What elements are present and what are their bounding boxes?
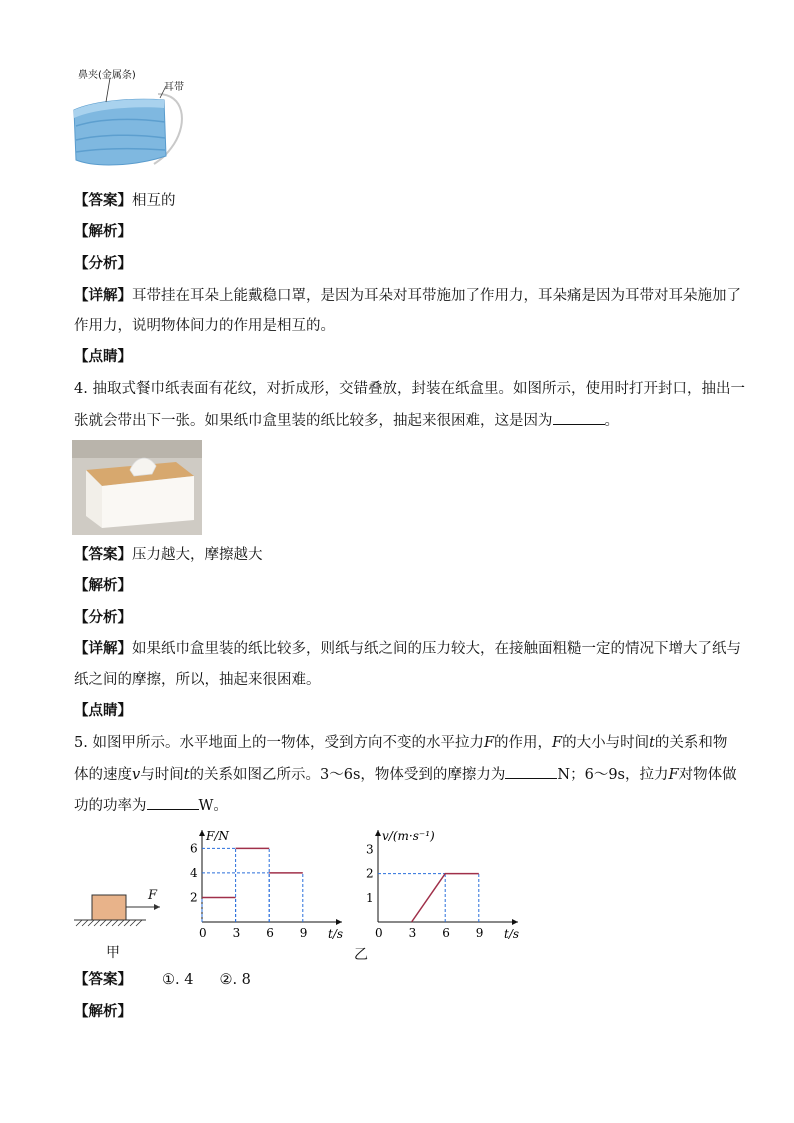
q4-stem-line2 — [74, 410, 619, 431]
y-tick-label: 3 — [366, 842, 374, 857]
q3-analysis-tag: 【解析】 — [74, 224, 132, 240]
q5-analysis-tag: 【解析】 — [74, 1004, 132, 1020]
q5-stem-line1 — [74, 733, 727, 753]
tissue-box-photo — [72, 440, 202, 535]
x-tick-label: 9 — [475, 926, 484, 940]
q4-stem-end: 。 — [604, 413, 619, 429]
q5-stem-line2 — [74, 764, 737, 785]
q3-fenxi-tag: 【分析】 — [74, 256, 132, 272]
q5-power-blank[interactable] — [147, 795, 199, 810]
q4-detail-line2: 纸之间的摩擦，所以，抽起来很困难。 — [74, 672, 321, 688]
q5-stem-text: 的关系如图乙所示。3～6s，物体受到的摩擦力为 — [189, 767, 506, 783]
var-F: F — [552, 735, 563, 751]
x-axis-label: t/s — [504, 927, 520, 941]
q3-answer-line — [74, 191, 176, 211]
y-axis-arrow — [375, 830, 381, 836]
y-tick-label: 6 — [190, 841, 198, 856]
y-tick-label: 2 — [190, 890, 198, 905]
answer-text: 相互的 — [132, 193, 176, 209]
q5-answer-line — [74, 970, 251, 990]
detail-text: 如果纸巾盒里装的纸比较多，则纸与纸之间的压力较大，在接触面粗糙一定的情况下增大了纸与 — [132, 641, 741, 657]
x-axis-arrow — [336, 919, 342, 925]
x-tick-label: 0 — [199, 926, 207, 940]
detail-tag: 【详解】 — [74, 641, 132, 657]
y-axis-label: v/(m·s⁻¹) — [382, 829, 435, 843]
answer-1: ①. 4 — [162, 972, 194, 988]
force-arrow-label: F — [148, 888, 158, 903]
q5-stem-text: N；6～9s，拉力 — [557, 767, 669, 783]
q4-answer-blank[interactable] — [553, 410, 605, 425]
answer-tag: 【答案】 — [74, 193, 132, 209]
q5-friction-blank[interactable] — [505, 764, 557, 779]
x-tick-label: 3 — [408, 926, 417, 940]
figure-jia — [72, 880, 172, 960]
q4-analysis-tag: 【解析】 — [74, 578, 132, 594]
detail-tag: 【详解】 — [74, 288, 132, 304]
q3-detail-line2: 作用力，说明物体间力的作用是相互的。 — [74, 318, 335, 334]
var-F: F — [668, 767, 679, 783]
x-tick-label: 6 — [266, 926, 274, 940]
x-tick-label: 3 — [232, 926, 241, 940]
x-tick-label: 6 — [442, 926, 450, 940]
q4-detail-line1 — [74, 639, 741, 659]
x-tick-label: 0 — [375, 926, 383, 940]
fig-yi-label: 乙 — [354, 947, 368, 963]
answer-tag: 【答案】 — [74, 972, 132, 988]
q5-stem-text: 与时间 — [140, 767, 184, 783]
detail-text: 耳带挂在耳朵上能戴稳口罩，是因为耳朵对耳带施加了作用力，耳朵痛是因为耳带对耳朵施加了 — [132, 288, 741, 304]
var-t: t — [649, 735, 655, 751]
fig-jia-label: 甲 — [106, 945, 120, 961]
var-F: F — [483, 735, 495, 751]
q5-stem-text: W。 — [198, 798, 228, 814]
force-time-chart — [184, 822, 354, 944]
q5-stem-text: 对物体做 — [678, 767, 737, 783]
q4-answer-line — [74, 545, 263, 565]
x-tick-label: 9 — [299, 926, 308, 940]
q4-fenxi-tag: 【分析】 — [74, 610, 132, 626]
y-tick-label: 2 — [366, 866, 374, 881]
q5-stem-text: 5. 如图甲所示。水平地面上的一物体，受到方向不变的水平拉力 — [74, 735, 484, 751]
ear-loop-label: 耳带 — [164, 82, 184, 93]
y-tick-label: 1 — [366, 890, 374, 905]
q4-stem-text: 张就会带出下一张。如果纸巾盒里装的纸比较多，抽起来很困难，这是因为 — [74, 413, 553, 429]
x-axis-arrow — [512, 919, 518, 925]
q5-stem-text: 的关系和物 — [654, 735, 728, 751]
y-tick-label: 4 — [190, 865, 198, 880]
var-v: v — [132, 767, 141, 783]
answer-text: 压力越大，摩擦越大 — [132, 547, 263, 563]
q5-stem-text: 功的功率为 — [74, 798, 147, 814]
q5-stem-text: 体的速度 — [74, 767, 132, 783]
q3-comment-tag: 【点睛】 — [74, 349, 132, 365]
mask-figure — [66, 64, 190, 176]
velocity-time-chart — [360, 822, 530, 944]
tissue-box-illustration — [72, 440, 202, 535]
x-axis-label: t/s — [328, 927, 344, 941]
q4-comment-tag: 【点睛】 — [74, 703, 132, 719]
answer-2: ②. 8 — [219, 972, 251, 988]
q5-stem-text: 的作用， — [494, 735, 553, 751]
q5-stem-text: 的大小与时间 — [562, 735, 650, 751]
q4-stem-line1: 4. 抽取式餐巾纸表面有花纹，对折成形，交错叠放，封装在纸盒里。如图所示，使用时打开封口，抽出一 — [74, 381, 745, 397]
answer-tag: 【答案】 — [74, 547, 132, 563]
y-axis-label: F/N — [206, 829, 229, 843]
q3-detail-line1 — [74, 286, 741, 306]
y-axis-arrow — [199, 830, 205, 836]
q5-stem-line3 — [74, 795, 228, 816]
var-t: t — [183, 767, 190, 783]
nose-clip-label: 鼻夹(金属条) — [78, 70, 136, 81]
